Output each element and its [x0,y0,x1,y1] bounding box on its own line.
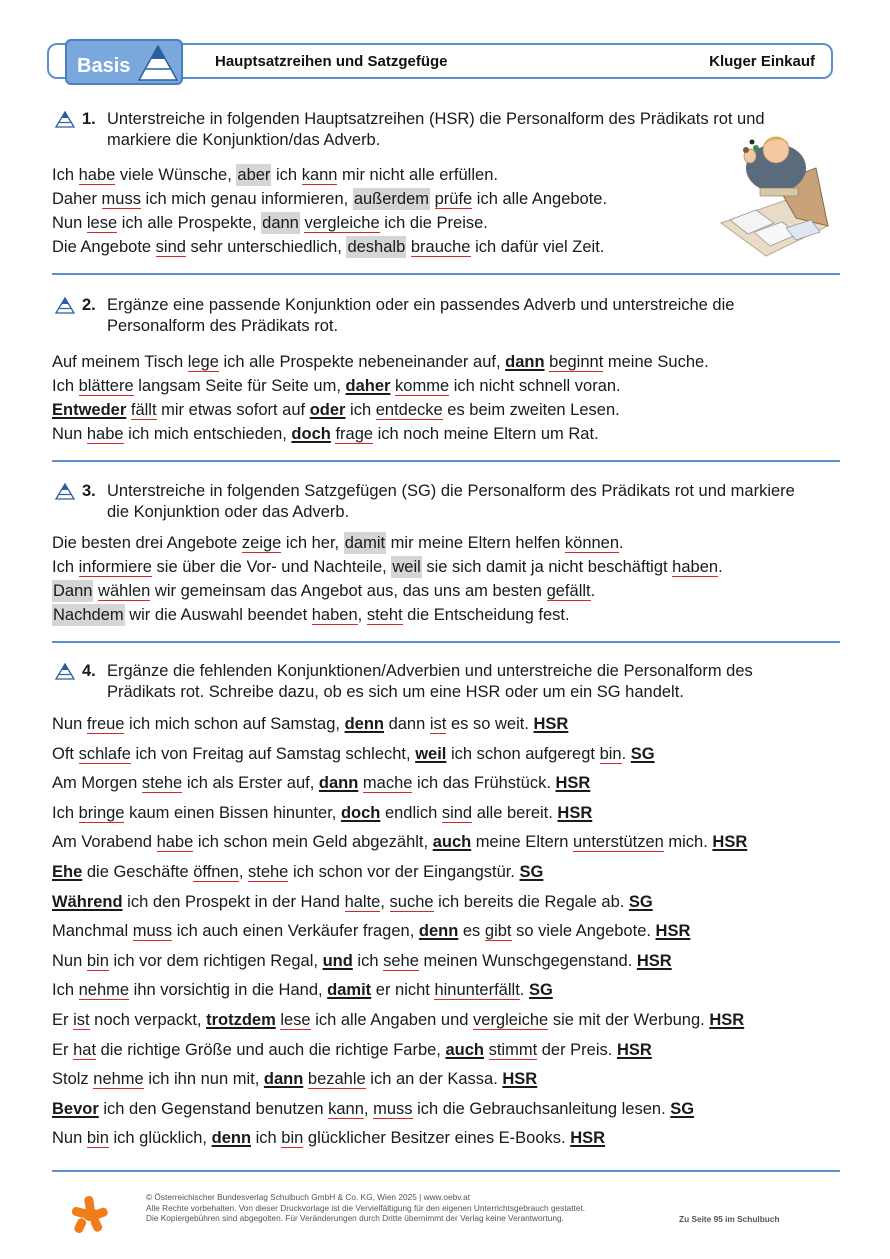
sentence-line [52,949,747,979]
sentence-line [52,398,709,422]
sentence-text: meine Suche. [603,353,709,371]
answer-word: auch [432,833,472,852]
sentence-text: er nicht [371,981,435,1000]
predicate-verb: stehe [248,862,289,881]
predicate-verb: halte [344,892,381,911]
conjunction-highlight: weil [392,558,421,576]
sentence-text: ich dafür viel Zeit. [470,238,605,256]
task-instruction: Ergänze eine passende Konjunktion oder ein passendes Adverb und unterstreiche die Personalform des Prädikats rot. [107,296,735,335]
predicate-verb: muss [132,922,173,941]
conjunction-highlight: außerdem [353,190,430,208]
predicate-verb: kann [301,166,338,184]
sentence-line [52,1038,747,1068]
level-triangle-icon [55,483,75,500]
section-divider [52,1170,840,1172]
sentence-text: Er [52,1040,74,1059]
predicate-verb: mache [362,774,413,793]
task-instruction: Unterstreiche in folgenden Satzgefügen (SG) die Personalform des Prädikats rot und markiere die Konjunktion oder das Adverb. [107,482,795,521]
task-number: 4. [82,662,96,680]
predicate-verb: vergleiche [304,214,380,232]
sentence-line [52,531,723,555]
sentence-text: ich [345,401,376,419]
sentence-text: ihn vorsichtig in die Hand, [129,981,328,1000]
sentence-text: kaum einen Bissen hinunter, [124,803,341,822]
sentence-text: ich ihn nun mit, [143,1070,264,1089]
sentence-line [52,978,747,1008]
predicate-verb: sind [441,803,473,822]
sentence-text: Nun [52,715,87,733]
sentence-text: ich alle Prospekte nebeneinander auf, [218,353,506,371]
predicate-verb: habe [156,833,194,852]
answer-word: und [322,951,353,970]
answer-word: Entweder [52,401,127,419]
sentence-text: viele Wünsche, [115,166,237,184]
sentence-text: es beim zweiten Lesen. [442,401,620,419]
section-divider [52,460,840,462]
answer-word: denn [418,922,459,941]
level-triangle-icon [55,663,75,680]
answer-word: trotzdem [206,1010,276,1029]
page-header [47,39,835,83]
sentence-text: Stolz [52,1070,94,1089]
answer-word: SG [528,981,553,1000]
predicate-verb: lege [187,353,219,371]
answer-word: Ehe [52,862,83,881]
predicate-verb: bin [281,1129,304,1148]
sentence-text: Nun [52,214,87,232]
sentence-line [52,603,723,627]
predicate-verb: blättere [78,377,134,395]
task-3-sentences [52,531,723,627]
sentence-line [52,801,747,831]
answer-word: HSR [502,1070,538,1089]
sentence-text: Daher [52,190,102,208]
predicate-verb: muss [373,1099,413,1118]
conjunction-highlight: aber [237,166,271,184]
conjunction-highlight: dann [262,214,299,232]
predicate-verb: bezahle [307,1070,366,1089]
sentence-text: , [363,1099,374,1118]
sentence-text [484,1041,489,1059]
answer-word: daher [345,377,391,395]
answer-word: HSR [655,922,691,941]
sentence-text: ich schon mein Geld abgezählt, [193,833,433,852]
copyright-line: © Österreichischer Bundesverlag Schulbuch GmbH & Co. KG, Wien 2025 | www.oebv.at [146,1192,470,1202]
sentence-line [52,211,607,235]
sentence-text: der Preis. [537,1040,617,1059]
predicate-verb: ist [73,1010,90,1029]
copyright-notice [146,1192,585,1224]
conjunction-highlight: Nachdem [53,606,124,624]
predicate-verb: gefällt [546,582,591,600]
worksheet-topic: Kluger Einkauf [709,53,815,70]
answer-word: damit [327,981,372,1000]
answer-word: SG [670,1099,695,1118]
answer-word: SG [519,862,544,881]
sentence-text: wir gemeinsam das Angebot aus, das uns am besten [150,582,547,600]
answer-word: dann [263,1070,304,1089]
predicate-verb: können [564,534,620,552]
predicate-verb: frage [335,425,374,443]
predicate-verb: hat [73,1040,97,1059]
task-2-sentences [52,350,709,446]
answer-word: HSR [555,774,591,793]
rights-line: Alle Rechte vorbehalten. Von dieser Druckvorlage ist die Vervielfältigung für den eigenen Unterrichtsgebrauch gestattet. [146,1202,586,1213]
predicate-verb: habe [86,425,124,443]
sentence-text: ich an der Kassa. [365,1070,503,1089]
sentence-line [52,235,607,259]
predicate-verb: sehe [383,951,419,970]
sentence-text: ich von Freitag auf Samstag schlecht, [130,744,416,763]
sentence-text: ich mich entschieden, [123,425,292,443]
predicate-verb: kann [328,1099,364,1118]
sentence-text: endlich [380,803,442,822]
predicate-verb: haben [672,558,719,576]
sentence-text: sie mit der Werbung. [548,1010,710,1029]
sentence-text: Die Angebote [52,238,156,256]
sentence-line [52,712,747,742]
predicate-verb: lese [86,214,118,232]
sentence-line [52,187,607,211]
sentence-line [52,555,723,579]
predicate-verb: freue [86,715,125,733]
predicate-verb: zeige [241,534,282,552]
sentence-text: ich her, [281,534,344,552]
answer-word: doch [291,425,331,443]
predicate-verb: sind [155,238,186,256]
sentence-line [52,1097,747,1127]
predicate-verb: hinunterfällt [434,981,520,1000]
sentence-line [52,350,709,374]
predicate-verb: steht [366,606,403,624]
sentence-line [52,163,607,187]
predicate-verb: öffnen [193,862,239,881]
sentence-text: Manchmal [52,922,133,941]
sentence-text: . [718,558,723,576]
sentence-text: es so weit. [446,715,534,733]
sentence-line [52,860,747,890]
sentence-text: Ich [52,981,79,1000]
sentence-text: die richtige Größe und auch die richtige Farbe, [96,1040,446,1059]
predicate-verb: bin [86,951,109,970]
answer-word: denn [211,1129,252,1148]
task-instruction: Ergänze die fehlenden Konjunktionen/Adverbien und unterstreiche die Personalform des Prädikats rot. Schreibe dazu, ob es sich um eine HSR oder um ein SG handelt. [107,662,753,701]
conjunction-highlight: damit [344,534,386,552]
answer-word: HSR [616,1040,652,1059]
sentence-text: mir etwas sofort auf [156,401,310,419]
task-instruction: Unterstreiche in folgenden Hauptsatzreihen (HSR) die Personalform des Prädikats rot und markiere die Konjunktion/das Adverb. [107,110,765,149]
task-number: 3. [82,482,96,500]
answer-word: HSR [570,1129,606,1148]
sentence-text: . [519,981,529,1000]
sentence-text: sie sich damit ja nicht beschäftigt [421,558,673,576]
predicate-verb: stehe [141,774,183,793]
level-triangle-icon [137,44,179,82]
sentence-text: die Geschäfte [82,862,194,881]
predicate-verb: haben [311,606,358,624]
answer-word: weil [415,744,447,763]
level-triangle-icon [55,297,75,314]
sentence-line [52,1126,747,1156]
sentence-text: noch verpackt, [89,1010,207,1029]
sentence-text: die Entscheidung fest. [402,606,570,624]
sentence-text: mir meine Eltern helfen [386,534,565,552]
task-4-sentences [52,712,747,1156]
sentence-text: Nun [52,951,87,970]
answer-word: SG [630,744,655,763]
predicate-verb: brauche [410,238,471,256]
answer-word: dann [505,353,545,371]
sentence-text: ich schon vor der Eingangstür. [288,862,520,881]
sentence-text: ich als Erster auf, [182,774,319,793]
sentence-line [52,1008,747,1038]
sentence-text: Am Vorabend [52,833,157,852]
predicate-verb: entdecke [375,401,443,419]
sentence-text: Nun [52,425,87,443]
sentence-text: Er [52,1010,74,1029]
sentence-text: Auf meinem Tisch [52,353,188,371]
sentence-text: , [380,892,390,911]
sentence-text: . [621,744,631,763]
answer-word: HSR [557,803,593,822]
sentence-text: ich bereits die Regale ab. [433,892,629,911]
predicate-verb: stimmt [488,1040,538,1059]
fees-line: Die Kopiergebühren sind abgegolten. Für Veränderungen durch Dritte übernimmt der Verlag keine Verantwortung. [146,1213,564,1223]
sentence-text: ich alle Angaben und [310,1010,474,1029]
sentence-text: meine Eltern [471,833,573,852]
page-footer [0,1180,890,1250]
sentence-text: ich [251,1129,282,1148]
sentence-text: Ich [52,558,79,576]
predicate-verb: schlafe [78,744,131,763]
sentence-text: . [590,582,596,600]
textbook-page-reference: Zu Seite 95 im Schulbuch [679,1214,780,1224]
sentence-line [52,919,747,949]
answer-word: HSR [533,715,569,733]
sentence-text: ich die Gebrauchsanleitung lesen. [412,1099,671,1118]
sentence-text: Ich [52,166,79,184]
task-1-sentences [52,163,607,259]
section-divider [52,641,840,643]
sentence-line [52,890,747,920]
sentence-text: sie über die Vor- und Nachteile, [151,558,392,576]
basis-badge [65,39,183,85]
sentence-text: dann [384,715,430,733]
sentence-text: ich schon aufgeregt [446,744,600,763]
sentence-text: Nun [52,1129,87,1148]
sentence-text: ich den Gegenstand benutzen [98,1099,329,1118]
sentence-text: Ich [52,377,79,395]
sentence-line [52,771,747,801]
predicate-verb: bin [599,744,622,763]
level-triangle-icon [55,111,75,128]
sentence-text: ich noch meine Eltern um Rat. [373,425,599,443]
predicate-verb: lese [280,1010,311,1029]
sentence-text: Ich [52,803,79,822]
sentence-text: ich [271,166,302,184]
sentence-text: ich das Frühstück. [412,774,556,793]
sentence-text: Oft [52,744,79,763]
sentence-text: glücklicher Besitzer eines E-Books. [303,1129,571,1148]
sentence-text: ich alle Angebote. [472,190,608,208]
answer-word: SG [628,892,653,911]
predicate-verb: bringe [78,803,125,822]
sentence-text: meinen Wunschgegenstand. [418,951,637,970]
predicate-verb: informiere [78,558,152,576]
predicate-verb: fällt [130,401,157,419]
answer-word: HSR [709,1010,745,1029]
sentence-line [52,579,723,603]
sentence-text: langsam Seite für Seite um, [133,377,346,395]
predicate-verb: nehme [78,981,130,1000]
answer-word: denn [344,715,384,733]
sentence-text: alle bereit. [472,803,558,822]
sentence-text: ich auch einen Verkäufer fragen, [172,922,419,941]
answer-word: oder [309,401,346,419]
sentence-text: mir nicht alle erfüllen. [337,166,498,184]
predicate-verb: gibt [484,922,512,941]
predicate-verb: vergleiche [473,1010,549,1029]
sentence-text: sehr unterschiedlich, [185,238,347,256]
sentence-text: ich glücklich, [108,1129,212,1148]
answer-word: auch [445,1040,484,1059]
predicate-verb: ist [429,715,447,733]
predicate-verb: wählen [98,582,151,600]
sentence-text: es [458,922,485,941]
answer-word: Bevor [52,1099,99,1118]
sentence-text: , [238,862,248,881]
sentence-text: Am Morgen [52,774,142,793]
predicate-verb: beginnt [549,353,604,371]
predicate-verb: suche [389,892,434,911]
sentence-line [52,742,747,772]
sentence-text: ich den Prospekt in der Hand [122,892,345,911]
task-number: 2. [82,296,96,314]
sentence-line [52,830,747,860]
answer-word: HSR [636,951,672,970]
sentence-text: so viele Angebote. [511,922,656,941]
sentence-text: , [357,606,367,624]
section-divider [52,273,840,275]
sentence-text: Die besten drei Angebote [52,534,242,552]
sentence-line [52,374,709,398]
sentence-text: ich mich genau informieren, [140,190,353,208]
answer-word: dann [318,774,359,793]
sentence-line [52,1067,747,1097]
task-number: 1. [82,110,96,128]
sentence-text: ich mich schon auf Samstag, [124,715,345,733]
predicate-verb: bin [86,1129,109,1148]
sentence-text: ich alle Prospekte, [117,214,262,232]
sentence-text: ich nicht schnell voran. [449,377,621,395]
publisher-logo-icon [70,1194,110,1234]
answer-word: Während [52,892,123,911]
conjunction-highlight: deshalb [347,238,406,256]
predicate-verb: nehme [93,1070,144,1089]
sentence-text: mich. [663,833,713,852]
sentence-text [430,190,435,208]
answer-word: doch [340,803,381,822]
sentence-text: ich [352,951,384,970]
predicate-verb: muss [101,190,141,208]
predicate-verb: habe [78,166,116,184]
sentence-text: wir die Auswahl beendet [124,606,312,624]
sentence-text: ich vor dem richtigen Regal, [108,951,323,970]
sentence-text: ich die Preise. [379,214,488,232]
predicate-verb: komme [395,377,450,395]
predicate-verb: prüfe [434,190,473,208]
worksheet-title: Hauptsatzreihen und Satzgefüge [215,53,448,70]
predicate-verb: unterstützen [573,833,664,852]
sentence-text: . [619,534,624,552]
basis-label: Basis [77,55,131,77]
answer-word: HSR [712,833,748,852]
conjunction-highlight: Dann [53,582,93,600]
sentence-line [52,422,709,446]
